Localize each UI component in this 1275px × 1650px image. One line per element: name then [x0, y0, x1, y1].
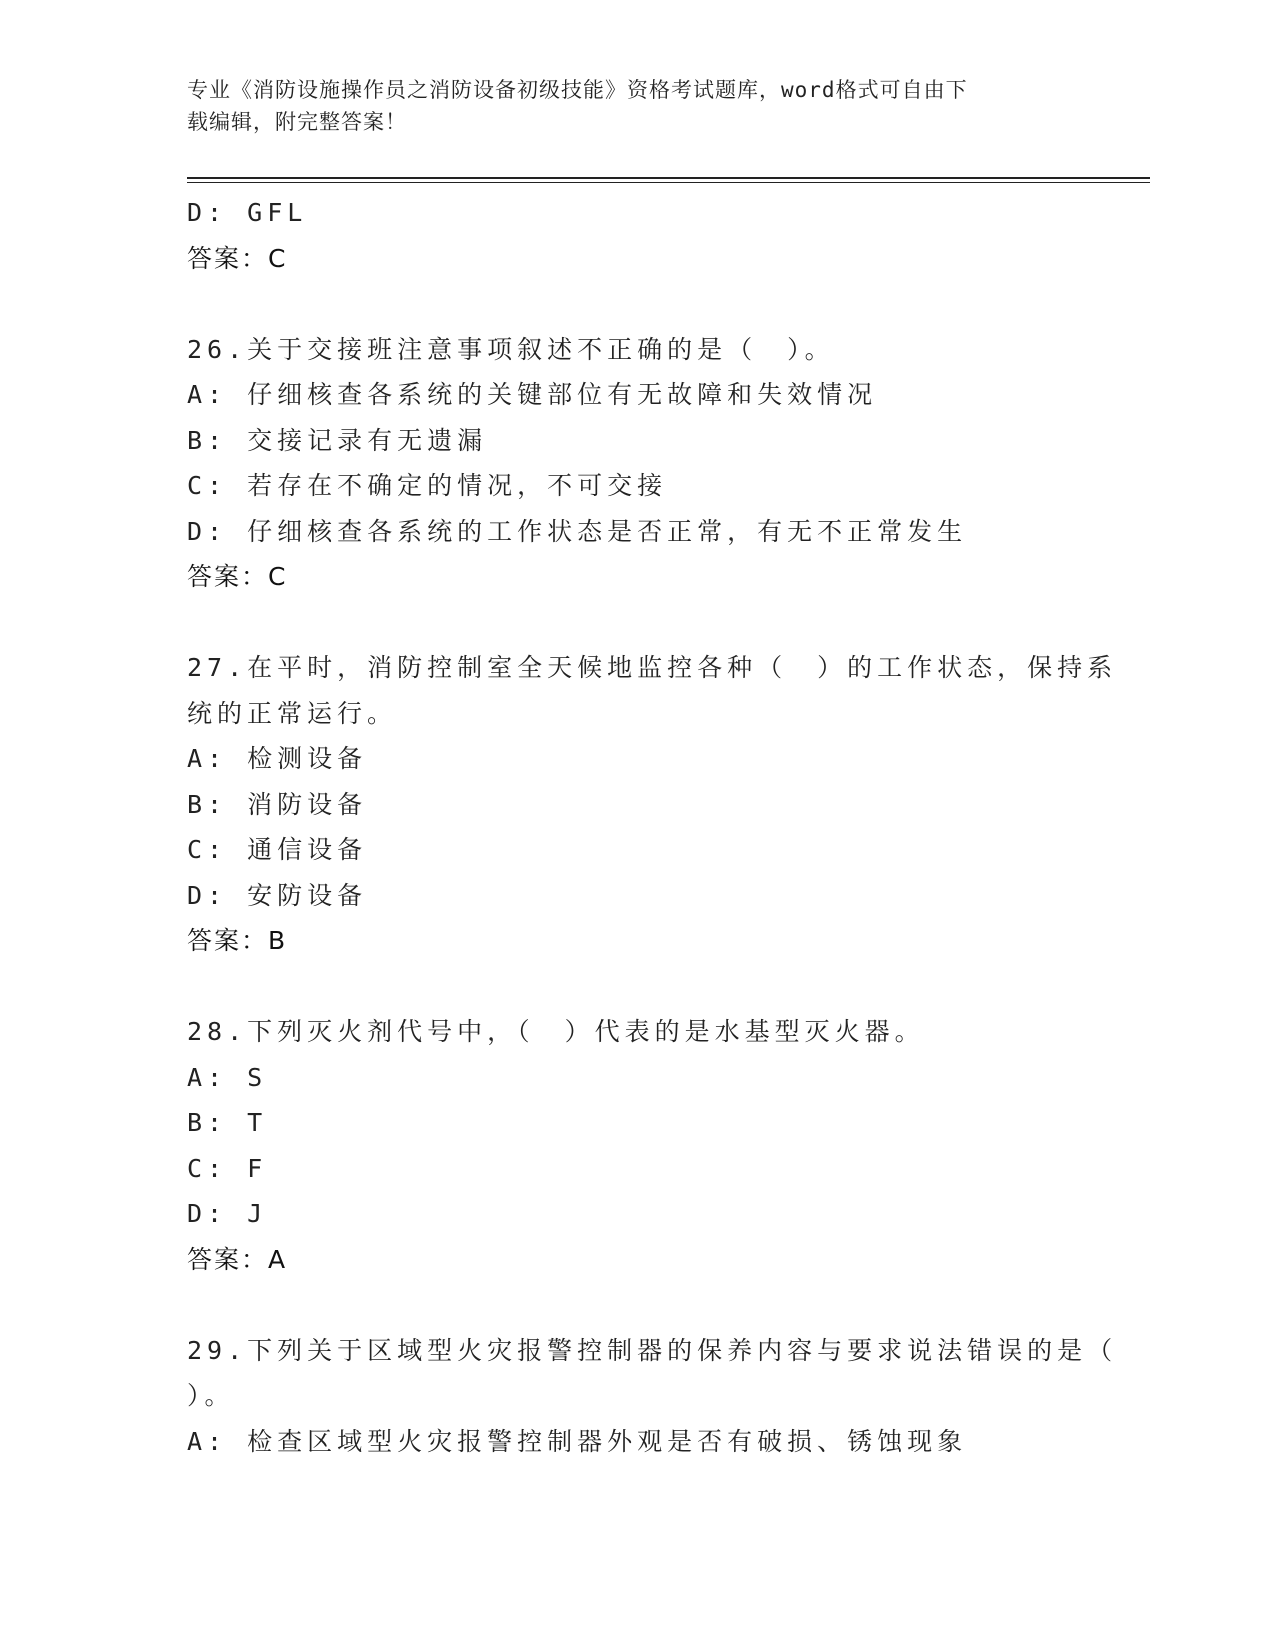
question-text-line-2: 统的正常运行。	[187, 698, 398, 728]
header-divider-thick	[187, 177, 1150, 179]
option-c: C: 若存在不确定的情况，不可交接	[187, 471, 668, 500]
option-d: D: J	[187, 1199, 268, 1228]
prev-answer: 答案：C	[187, 243, 288, 273]
question-text-line-2: ）。	[187, 1381, 235, 1410]
option-a: A: 仔细核查各系统的关键部位有无故障和失效情况	[187, 380, 878, 409]
option-b: B: 交接记录有无遗漏	[187, 425, 488, 455]
document-body	[187, 190, 1118, 1464]
header-line-2: 载编辑，附完整答案！	[187, 110, 407, 134]
question-text-line-1: 29.下列关于区域型火灾报警控制器的保养内容与要求说法错误的是（	[187, 1335, 1118, 1365]
option-c: C: 通信设备	[187, 835, 368, 864]
answer: 答案：B	[187, 926, 288, 955]
option-a: A: 检测设备	[187, 744, 368, 773]
question-29	[187, 1328, 1118, 1465]
question-text: 26.关于交接班注意事项叙述不正确的是（ ）。	[187, 334, 835, 364]
option-c: C: F	[187, 1153, 268, 1183]
option-a: A: S	[187, 1062, 268, 1092]
answer: 答案：A	[187, 1244, 288, 1274]
question-26	[187, 327, 1087, 600]
option-a: A: 检查区域型火灾报警控制器外观是否有破损、锈蚀现象	[187, 1426, 968, 1456]
spacer	[187, 600, 1087, 646]
header-divider-thin	[187, 182, 1150, 183]
spacer	[187, 281, 1087, 327]
spacer	[187, 1282, 1087, 1328]
option-d: D: 安防设备	[187, 880, 368, 910]
option-b: B: T	[187, 1108, 268, 1137]
option-b: B: 消防设备	[187, 789, 368, 819]
answer: 答案：C	[187, 562, 288, 591]
question-28	[187, 1009, 1087, 1282]
question-27	[187, 645, 1118, 964]
page-header	[187, 74, 1087, 138]
header-line-1: 专业《消防设施操作员之消防设备初级技能》资格考试题库，word格式可自由下	[187, 78, 968, 102]
prev-option-d: D: GFL	[187, 198, 308, 227]
spacer	[187, 964, 1087, 1010]
option-d: D: 仔细核查各系统的工作状态是否正常，有无不正常发生	[187, 516, 968, 546]
question-text: 28.下列灭火剂代号中，（ ）代表的是水基型灭火器。	[187, 1017, 925, 1046]
question-text-line-1: 27.在平时，消防控制室全天候地监控各种（ ）的工作状态，保持系	[187, 653, 1118, 682]
